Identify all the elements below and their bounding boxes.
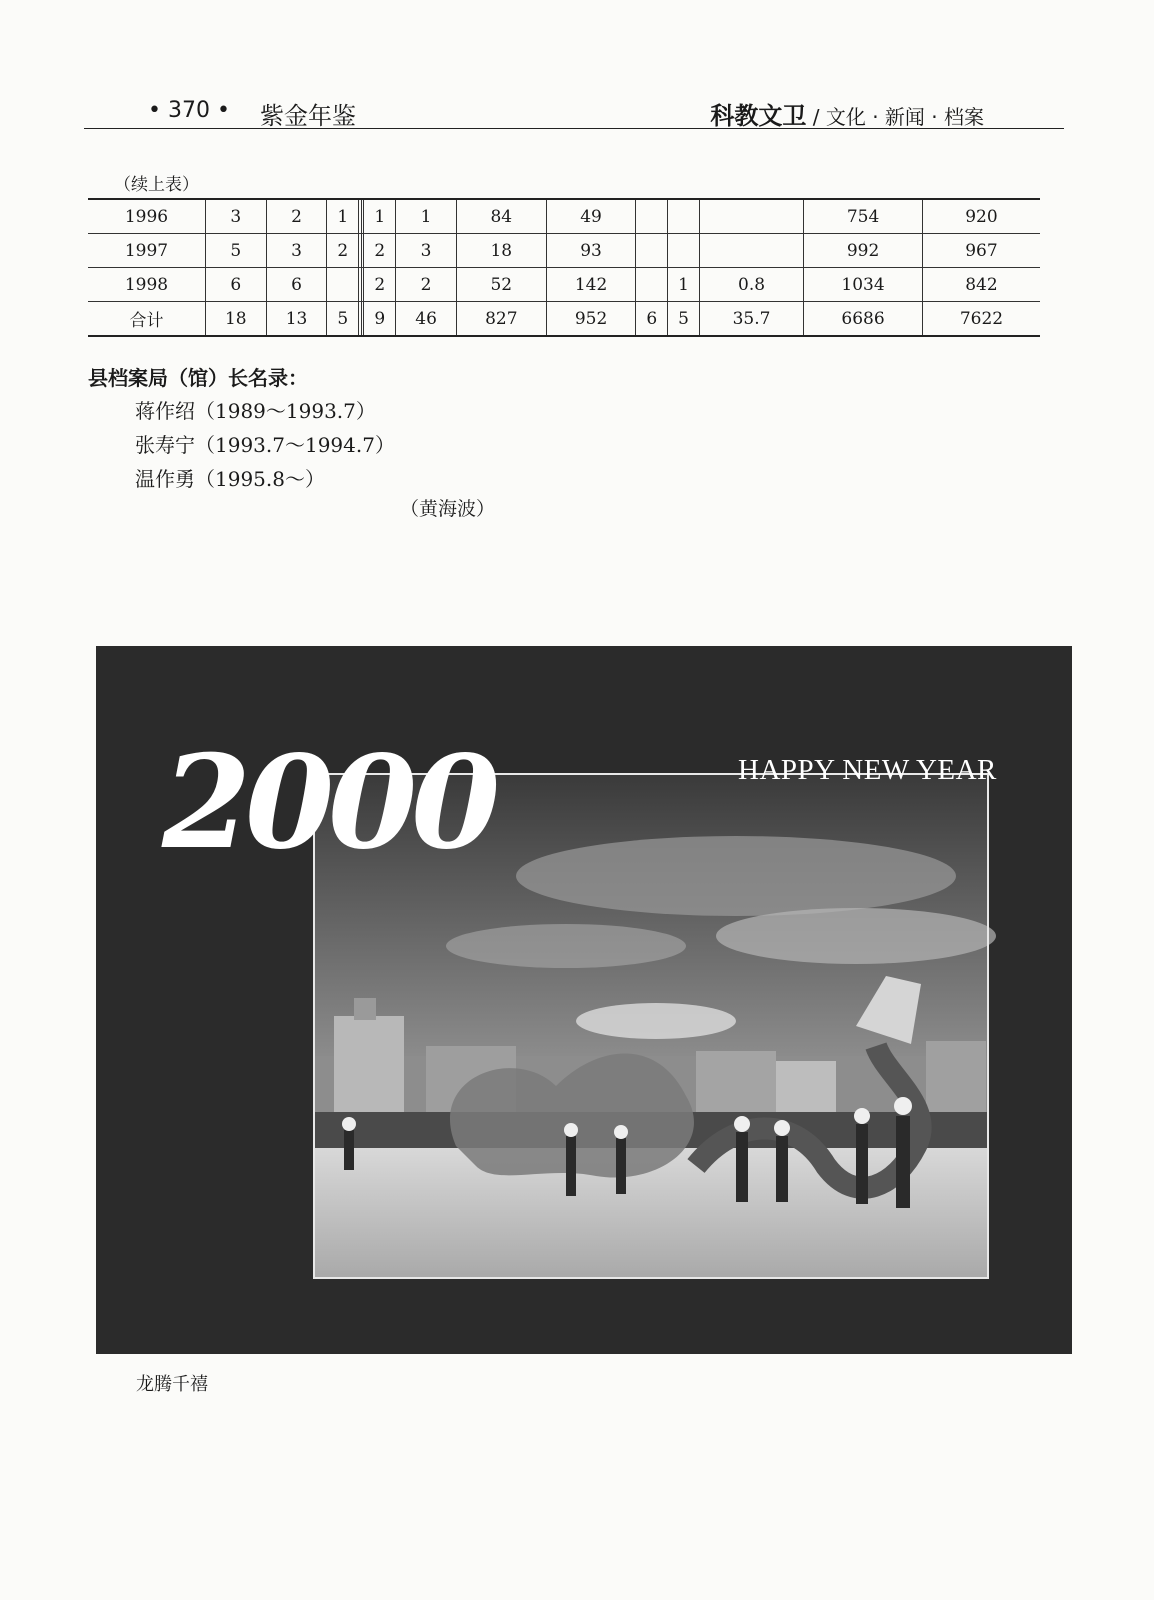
table-cell: 3 [205, 199, 266, 234]
table-cell: 952 [546, 302, 636, 337]
table-cell: 52 [456, 268, 546, 302]
directors-title: 县档案局（馆）长名录： [88, 366, 308, 390]
table-cell: 1 [396, 199, 457, 234]
table-row [88, 268, 1040, 302]
table-cell: 49 [546, 199, 636, 234]
page-header [84, 92, 1064, 129]
table-cell [668, 234, 700, 268]
table-cell [699, 199, 803, 234]
table-cell: 1998 [88, 268, 205, 302]
table-cell: 1997 [88, 234, 205, 268]
table-cell: 6 [205, 268, 266, 302]
table-cell: 842 [922, 268, 1040, 302]
author-name: （黄海波） [400, 498, 496, 520]
director-item: 蒋作绍（1989～1993.7） [135, 399, 376, 423]
new-year-photo [96, 646, 1072, 1354]
table-cell: 合计 [88, 302, 205, 337]
table-cell: 827 [456, 302, 546, 337]
table-cell: 6 [636, 302, 668, 337]
table-cell [699, 234, 803, 268]
table-cell: 7622 [922, 302, 1040, 337]
table-row [88, 199, 1040, 234]
happy-new-year-text: HAPPY NEW YEAR [738, 754, 997, 786]
table-cell: 142 [546, 268, 636, 302]
table-cell: 3 [266, 234, 327, 268]
table-cell: 93 [546, 234, 636, 268]
table-cell: 2 [327, 234, 359, 268]
table-cell: 967 [922, 234, 1040, 268]
table-cell: 9 [364, 302, 396, 337]
table-cell: 6686 [804, 302, 923, 337]
section-main: 科教文卫 [710, 102, 807, 130]
table-cell: 46 [396, 302, 457, 337]
table-cell [636, 199, 668, 234]
table-cell: 13 [266, 302, 327, 337]
table-cell: 0.8 [699, 268, 803, 302]
book-title: 紫金年鉴 [260, 102, 356, 130]
table-cell: 2 [364, 268, 396, 302]
table-cell: 2 [266, 199, 327, 234]
table-cell: 5 [668, 302, 700, 337]
table-cell: 6 [266, 268, 327, 302]
table-cell [636, 268, 668, 302]
section-sub: / 文化 · 新闻 · 档案 [806, 105, 984, 129]
table-cell: 18 [205, 302, 266, 337]
table-cell: 2 [364, 234, 396, 268]
table-cell: 920 [922, 199, 1040, 234]
table-cell: 2 [396, 268, 457, 302]
table-row [88, 302, 1040, 337]
table-cell: 84 [456, 199, 546, 234]
table-cell: 3 [396, 234, 457, 268]
table-continued-label: （续上表） [114, 175, 199, 195]
table-cell: 1034 [804, 268, 923, 302]
table-cell: 992 [804, 234, 923, 268]
table-cell [668, 199, 700, 234]
archive-stats-table [88, 198, 1040, 337]
section-title [710, 96, 984, 131]
directors-list [135, 394, 395, 496]
table-cell [327, 268, 359, 302]
page-number: • 370 • [148, 98, 230, 123]
director-item: 张寿宁（1993.7～1994.7） [135, 433, 395, 457]
table-cell: 1996 [88, 199, 205, 234]
year-2000-logo: 2000 [162, 728, 495, 878]
table-cell: 1 [327, 199, 359, 234]
table-cell: 754 [804, 199, 923, 234]
table-cell: 5 [205, 234, 266, 268]
table-cell [636, 234, 668, 268]
table-row [88, 234, 1040, 268]
table-cell: 5 [327, 302, 359, 337]
table-cell: 1 [364, 199, 396, 234]
director-item: 温作勇（1995.8～） [135, 467, 325, 491]
table-cell: 1 [668, 268, 700, 302]
table-cell: 18 [456, 234, 546, 268]
photo-caption: 龙腾千禧 [136, 1374, 208, 1395]
table-cell: 35.7 [699, 302, 803, 337]
